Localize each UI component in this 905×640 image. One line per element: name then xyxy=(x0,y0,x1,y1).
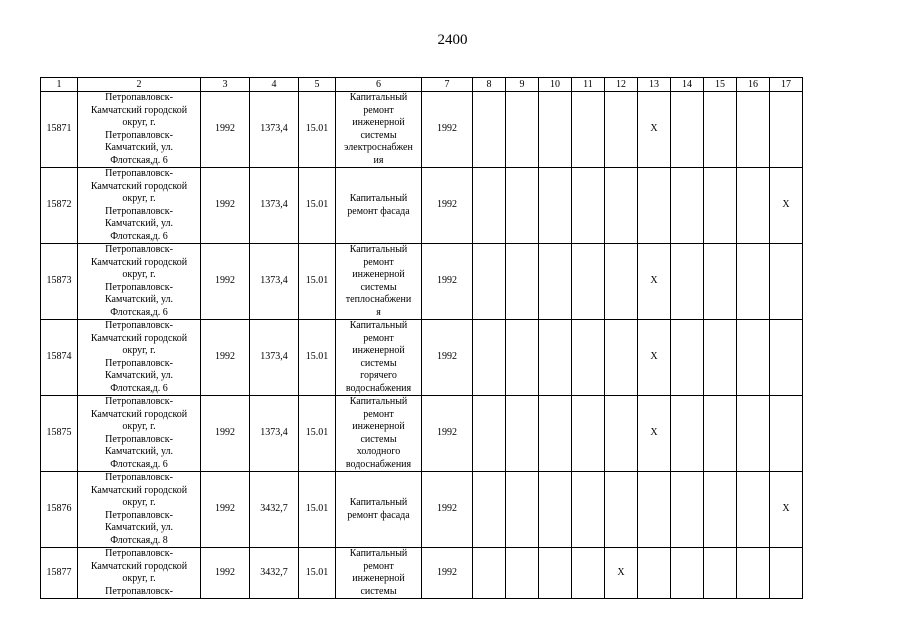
column-number-2: 2 xyxy=(78,78,201,92)
code-cell: 15.01 xyxy=(299,320,336,396)
table-row xyxy=(41,244,803,320)
mark-cell-col-16 xyxy=(737,244,770,320)
column-number-11: 11 xyxy=(572,78,605,92)
mark-cell-col-9 xyxy=(506,320,539,396)
row-id-cell: 15873 xyxy=(41,244,78,320)
column-number-4: 4 xyxy=(250,78,299,92)
column-number-5: 5 xyxy=(299,78,336,92)
area-cell: 3432,7 xyxy=(250,548,299,599)
mark-cell-col-16 xyxy=(737,472,770,548)
mark-cell-col-17 xyxy=(770,320,803,396)
mark-cell-col-12 xyxy=(605,396,638,472)
mark-cell-col-10 xyxy=(539,548,572,599)
mark-cell-col-17: X xyxy=(770,168,803,244)
column-number-3: 3 xyxy=(201,78,250,92)
mark-cell-col-9 xyxy=(506,244,539,320)
address-cell-text: Петропавловск- Камчатский городской округ, г. Петропавловск- Камчатский, ул. Флотская,д. 8 xyxy=(90,472,188,546)
register-table xyxy=(40,77,803,599)
mark-cell-col-17 xyxy=(770,396,803,472)
column-number-8: 8 xyxy=(473,78,506,92)
mark-cell-col-15 xyxy=(704,472,737,548)
work-type-cell-text: Капитальный ремонт фасада xyxy=(347,497,410,521)
address-cell-text: Петропавловск- Камчатский городской округ, г. Петропавловск- xyxy=(90,548,188,597)
mark-cell-col-13 xyxy=(638,548,671,599)
row-id-cell: 15877 xyxy=(41,548,78,599)
mark-cell-col-16 xyxy=(737,396,770,472)
row-id-cell: 15871 xyxy=(41,92,78,168)
work-type-cell xyxy=(336,472,422,548)
work-type-cell-text: Капитальный ремонт инженерной системы холодного водоснабжения xyxy=(345,396,412,470)
mark-cell-col-16 xyxy=(737,168,770,244)
row-id-cell: 15876 xyxy=(41,472,78,548)
mark-cell-col-10 xyxy=(539,92,572,168)
area-cell: 3432,7 xyxy=(250,472,299,548)
year-completed-cell: 1992 xyxy=(422,548,473,599)
page-number: 2400 xyxy=(437,32,468,48)
mark-cell-col-10 xyxy=(539,320,572,396)
mark-cell-col-17 xyxy=(770,548,803,599)
mark-cell-col-14 xyxy=(671,168,704,244)
address-cell xyxy=(78,92,201,168)
work-type-cell xyxy=(336,320,422,396)
column-number-17: 17 xyxy=(770,78,803,92)
mark-cell-col-8 xyxy=(473,92,506,168)
mark-cell-col-15 xyxy=(704,168,737,244)
column-number-7: 7 xyxy=(422,78,473,92)
mark-cell-col-10 xyxy=(539,168,572,244)
mark-cell-col-17 xyxy=(770,244,803,320)
address-cell-text: Петропавловск- Камчатский городской округ, г. Петропавловск- Камчатский, ул. Флотская,д. 6 xyxy=(90,320,188,394)
mark-cell-col-10 xyxy=(539,396,572,472)
mark-cell-col-14 xyxy=(671,320,704,396)
work-type-cell-text: Капитальный ремонт инженерной системы xyxy=(349,548,408,597)
code-cell: 15.01 xyxy=(299,548,336,599)
mark-cell-col-12 xyxy=(605,320,638,396)
mark-cell-col-14 xyxy=(671,472,704,548)
mark-cell-col-13: X xyxy=(638,320,671,396)
work-type-cell-text: Капитальный ремонт фасада xyxy=(347,193,410,217)
area-cell: 1373,4 xyxy=(250,92,299,168)
code-cell: 15.01 xyxy=(299,472,336,548)
column-number-15: 15 xyxy=(704,78,737,92)
year-cell: 1992 xyxy=(201,396,250,472)
work-type-cell xyxy=(336,244,422,320)
table-row xyxy=(41,320,803,396)
year-completed-cell: 1992 xyxy=(422,92,473,168)
column-number-14: 14 xyxy=(671,78,704,92)
address-cell xyxy=(78,244,201,320)
address-cell-text: Петропавловск- Камчатский городской округ, г. Петропавловск- Камчатский, ул. Флотская,д. 6 xyxy=(90,396,188,470)
table-row xyxy=(41,396,803,472)
column-number-row xyxy=(41,78,803,92)
work-type-cell-text: Капитальный ремонт инженерной системы горячего водоснабжения xyxy=(345,320,412,394)
year-completed-cell: 1992 xyxy=(422,320,473,396)
work-type-cell xyxy=(336,396,422,472)
row-id-cell: 15872 xyxy=(41,168,78,244)
year-completed-cell: 1992 xyxy=(422,244,473,320)
address-cell xyxy=(78,548,201,599)
mark-cell-col-9 xyxy=(506,396,539,472)
mark-cell-col-17 xyxy=(770,92,803,168)
mark-cell-col-8 xyxy=(473,396,506,472)
year-cell: 1992 xyxy=(201,92,250,168)
table-row xyxy=(41,168,803,244)
year-cell: 1992 xyxy=(201,320,250,396)
area-cell: 1373,4 xyxy=(250,168,299,244)
mark-cell-col-9 xyxy=(506,548,539,599)
mark-cell-col-14 xyxy=(671,92,704,168)
mark-cell-col-14 xyxy=(671,244,704,320)
work-type-cell-text: Капитальный ремонт инженерной системы электроснабжен ия xyxy=(344,92,413,166)
mark-cell-col-12 xyxy=(605,92,638,168)
column-number-12: 12 xyxy=(605,78,638,92)
mark-cell-col-9 xyxy=(506,92,539,168)
code-cell: 15.01 xyxy=(299,396,336,472)
mark-cell-col-11 xyxy=(572,92,605,168)
mark-cell-col-12 xyxy=(605,244,638,320)
mark-cell-col-10 xyxy=(539,244,572,320)
mark-cell-col-13: X xyxy=(638,244,671,320)
address-cell-text: Петропавловск- Камчатский городской округ, г. Петропавловск- Камчатский, ул. Флотская,д. 6 xyxy=(90,92,188,166)
mark-cell-col-8 xyxy=(473,244,506,320)
code-cell: 15.01 xyxy=(299,168,336,244)
work-type-cell xyxy=(336,168,422,244)
table-body xyxy=(41,78,803,599)
work-type-cell xyxy=(336,92,422,168)
mark-cell-col-15 xyxy=(704,548,737,599)
mark-cell-col-11 xyxy=(572,548,605,599)
mark-cell-col-13: X xyxy=(638,396,671,472)
address-cell xyxy=(78,320,201,396)
mark-cell-col-16 xyxy=(737,320,770,396)
mark-cell-col-8 xyxy=(473,168,506,244)
mark-cell-col-17: X xyxy=(770,472,803,548)
mark-cell-col-16 xyxy=(737,92,770,168)
mark-cell-col-10 xyxy=(539,472,572,548)
mark-cell-col-9 xyxy=(506,472,539,548)
column-number-6: 6 xyxy=(336,78,422,92)
table-row xyxy=(41,548,803,599)
area-cell: 1373,4 xyxy=(250,320,299,396)
area-cell: 1373,4 xyxy=(250,244,299,320)
code-cell: 15.01 xyxy=(299,92,336,168)
address-cell-text: Петропавловск- Камчатский городской округ, г. Петропавловск- Камчатский, ул. Флотская,д. 6 xyxy=(90,244,188,318)
column-number-13: 13 xyxy=(638,78,671,92)
year-completed-cell: 1992 xyxy=(422,472,473,548)
mark-cell-col-13: X xyxy=(638,92,671,168)
address-cell xyxy=(78,472,201,548)
year-completed-cell: 1992 xyxy=(422,396,473,472)
row-id-cell: 15875 xyxy=(41,396,78,472)
mark-cell-col-13 xyxy=(638,472,671,548)
work-type-cell-text: Капитальный ремонт инженерной системы теплоснабжени я xyxy=(345,244,412,318)
code-cell: 15.01 xyxy=(299,244,336,320)
mark-cell-col-13 xyxy=(638,168,671,244)
mark-cell-col-15 xyxy=(704,92,737,168)
year-cell: 1992 xyxy=(201,244,250,320)
mark-cell-col-11 xyxy=(572,244,605,320)
mark-cell-col-8 xyxy=(473,320,506,396)
column-number-1: 1 xyxy=(41,78,78,92)
year-cell: 1992 xyxy=(201,168,250,244)
mark-cell-col-12: X xyxy=(605,548,638,599)
mark-cell-col-11 xyxy=(572,168,605,244)
work-type-cell xyxy=(336,548,422,599)
mark-cell-col-14 xyxy=(671,396,704,472)
column-number-10: 10 xyxy=(539,78,572,92)
table-row xyxy=(41,472,803,548)
mark-cell-col-11 xyxy=(572,396,605,472)
year-cell: 1992 xyxy=(201,548,250,599)
year-cell: 1992 xyxy=(201,472,250,548)
mark-cell-col-11 xyxy=(572,472,605,548)
area-cell: 1373,4 xyxy=(250,396,299,472)
mark-cell-col-12 xyxy=(605,472,638,548)
address-cell-text: Петропавловск- Камчатский городской округ, г. Петропавловск- Камчатский, ул. Флотская,д. 6 xyxy=(90,168,188,242)
mark-cell-col-8 xyxy=(473,472,506,548)
table-row xyxy=(41,92,803,168)
mark-cell-col-14 xyxy=(671,548,704,599)
mark-cell-col-11 xyxy=(572,320,605,396)
mark-cell-col-9 xyxy=(506,168,539,244)
column-number-9: 9 xyxy=(506,78,539,92)
mark-cell-col-15 xyxy=(704,244,737,320)
column-number-16: 16 xyxy=(737,78,770,92)
address-cell xyxy=(78,396,201,472)
mark-cell-col-16 xyxy=(737,548,770,599)
mark-cell-col-8 xyxy=(473,548,506,599)
row-id-cell: 15874 xyxy=(41,320,78,396)
mark-cell-col-15 xyxy=(704,320,737,396)
year-completed-cell: 1992 xyxy=(422,168,473,244)
mark-cell-col-15 xyxy=(704,396,737,472)
mark-cell-col-12 xyxy=(605,168,638,244)
address-cell xyxy=(78,168,201,244)
